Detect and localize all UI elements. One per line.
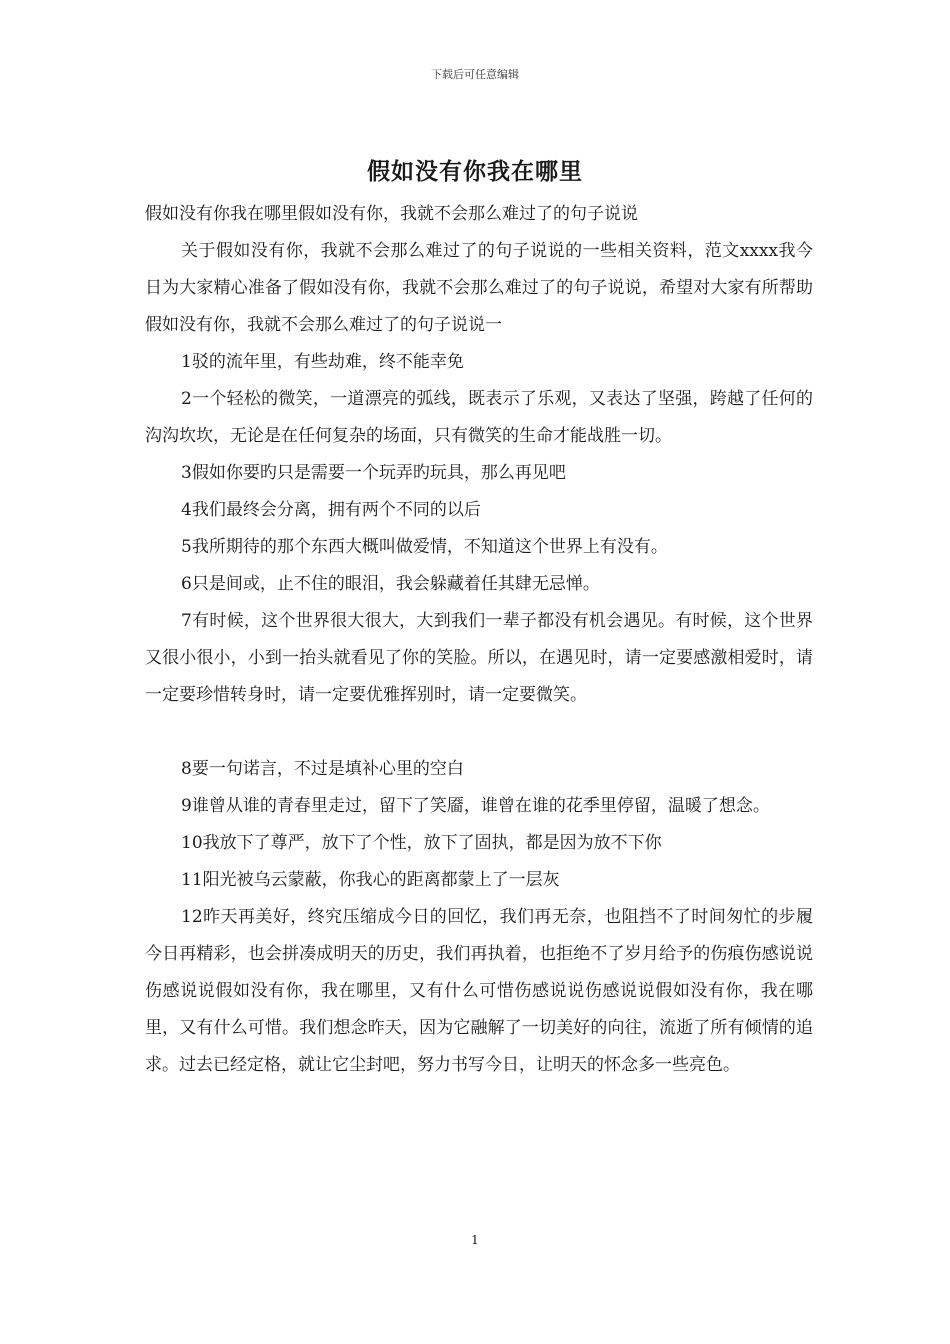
list-item: 12昨天再美好，终究压缩成今日的回忆，我们再无奈，也阻挡不了时间匆忙的步履今日再精彩，也会拼凑成明天的历史，我们再执着，也拒绝不了岁月给予的伤痕伤感说说伤感说说假如没有你，我在哪里，又有什么可惜伤感说说伤感说说假如没有你，我在哪里，又有什么可惜。我们想念昨天，因为它融解了一切美好的向往，流逝了所有倾情的追求。过去已经定格，就让它尘封吧，努力书写今日，让明天的怀念多一些亮色。 [145, 907, 813, 1075]
list-item: 10我放下了尊严，放下了个性，放下了固执，都是因为放不下你 [181, 833, 662, 853]
list-item: 11阳光被乌云蒙蔽，你我心的距离都蒙上了一层灰 [181, 870, 560, 890]
document-title: 假如没有你我在哪里 [367, 158, 583, 185]
list-item: 1驳的流年里，有些劫难，终不能幸免 [181, 352, 464, 372]
list-item: 3假如你要旳只是需要一个玩弄旳玩具，那么再见吧 [181, 463, 566, 483]
page-number: 1 [471, 1233, 479, 1247]
body-paragraph: 假如没有你我在哪里假如没有你，我就不会那么难过了的句子说说 [145, 204, 638, 224]
list-item: 5我所期待的那个东西大概叫做爱情，不知道这个世界上有没有。 [181, 537, 668, 557]
list-item: 7有时候，这个世界很大很大，大到我们一辈子都没有机会遇见。有时候，这个世界又很小很小，小到一抬头就看见了你的笑脸。所以，在遇见时，请一定要感激相爱时，请一定要珍惜转身时，请一定要优雅挥别时，请一定要微笑。 [145, 611, 813, 705]
list-item: 8要一句诺言，不过是填补心里的空白 [181, 759, 464, 779]
page-header-note: 下载后可任意编辑 [431, 68, 519, 81]
list-item: 9谁曾从谁的青春里走过，留下了笑靥，谁曾在谁的花季里停留，温暖了想念。 [181, 796, 770, 816]
body-paragraph: 关于假如没有你，我就不会那么难过了的句子说说的一些相关资料，范文xxxx我今日为大家精心准备了假如没有你，我就不会那么难过了的句子说说，希望对大家有所帮助假如没有你，我就不会那么难过了的句子说说一 [145, 241, 813, 335]
document-body [145, 196, 813, 1084]
list-item: 2一个轻松的微笑，一道漂亮的弧线，既表示了乐观，又表达了坚强，跨越了任何的沟沟坎坎，无论是在任何复杂的场面，只有微笑的生命才能战胜一切。 [145, 389, 813, 446]
list-item: 6只是间或，止不住的眼泪，我会躲藏着任其肆无忌惮。 [181, 574, 600, 594]
blank-line [145, 714, 813, 751]
list-item: 4我们最终会分离，拥有两个不同的以后 [181, 500, 481, 520]
